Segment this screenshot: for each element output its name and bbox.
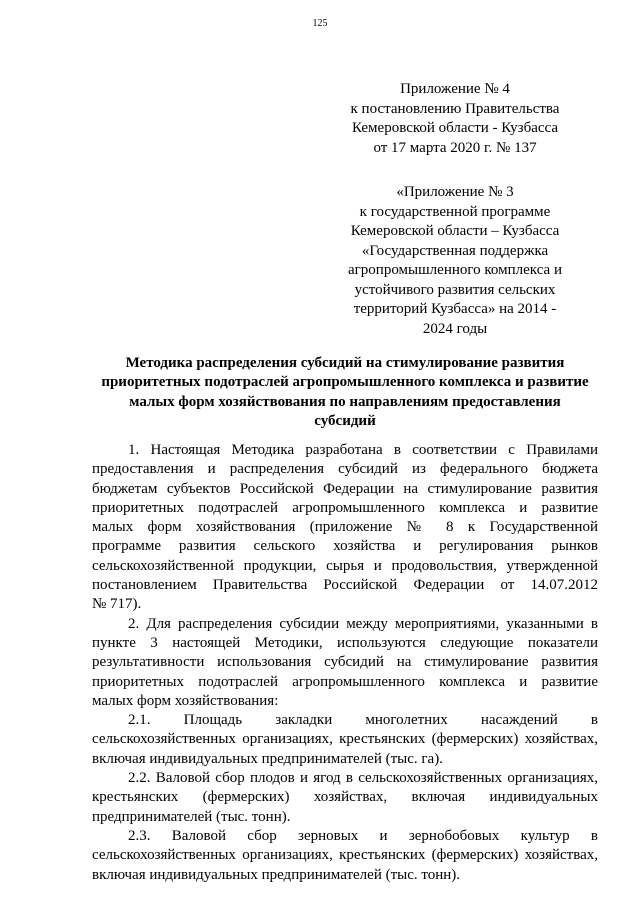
appendix-3-header <box>340 183 570 339</box>
paragraph-line: пункте 3 настоящей Методики, используются следующие показатели <box>92 634 598 651</box>
paragraph-2-2 <box>92 769 598 827</box>
paragraph-line: предпринимателей (тыс. тонн). <box>92 808 291 825</box>
paragraph-line: 1. Настоящая Методика разработана в соответствии с Правилами <box>128 442 598 458</box>
page-number: 125 <box>312 18 328 29</box>
paragraph-line: предоставления и распределения субсидий из федерального бюджета <box>92 461 598 478</box>
paragraph-line: постановлением Правительства Российской Федерации от 14.07.2012 <box>92 577 598 594</box>
title-line: субсидий <box>314 412 376 429</box>
title-line: малых форм хозяйствования по направлениям предоставления <box>129 393 561 410</box>
title-line: Методика распределения субсидий на стимулирование развития <box>125 355 565 371</box>
paragraph-line: приоритетных подотраслей агропромышленного комплекса и развитие <box>92 499 598 516</box>
paragraph-line: 2.2. Валовой сбор плодов и ягод в сельскохозяйственных организациях, <box>128 770 598 787</box>
paragraph-line: крестьянских (фермерских) хозяйствах, включая индивидуальных <box>92 789 598 806</box>
paragraph-line: 2.3. Валовой сбор зерновых и зернобобовых культур в <box>128 827 598 844</box>
appendix-3-line: агропромышленного комплекса и <box>348 262 562 278</box>
paragraph-line: приоритетных подотраслей агропромышленного комплекса и развитие <box>92 673 598 690</box>
paragraph-line: бюджетам субъектов Российской Федерации на стимулирование развития <box>92 480 598 497</box>
appendix-3-line: территорий Кузбасса» на 2014 - <box>353 301 557 317</box>
appendix-4-line: от 17 марта 2020 г. № 137 <box>373 139 537 156</box>
paragraph-line: малых форм хозяйствования: <box>92 692 279 709</box>
paragraph-line: № 717). <box>92 596 142 613</box>
document-title <box>92 354 598 431</box>
paragraph-1 <box>92 441 598 615</box>
paragraph-2 <box>92 615 598 711</box>
paragraph-line: сельскохозяйственных организациях, крестьянских (фермерских) хозяйствах, <box>92 731 598 748</box>
paragraph-line: 2. Для распределения субсидии между мероприятиями, указанными в <box>128 615 598 632</box>
appendix-3-line: Кемеровской области – Кузбасса <box>350 223 560 239</box>
appendix-4-header <box>340 80 570 158</box>
appendix-4-line: Приложение № 4 <box>400 81 510 97</box>
paragraph-line: включая индивидуальных предпринимателей (тыс. га). <box>92 750 443 767</box>
paragraph-line: сельскохозяйственной продукции, сырья и продовольствия, утвержденной <box>92 557 598 574</box>
paragraph-line: программе развития сельского хозяйства и регулирования рынков <box>92 538 598 555</box>
appendix-4-line: Кемеровской области - Кузбасса <box>351 120 559 136</box>
paragraph-2-3 <box>92 827 598 885</box>
appendix-3-line: 2024 годы <box>422 320 488 337</box>
appendix-4-line: к постановлению Правительства <box>350 100 560 117</box>
paragraph-line: результативности использования субсидий на стимулирование развития <box>92 654 598 671</box>
paragraph-line: включая индивидуальных предпринимателей (тыс. тонн). <box>92 866 461 883</box>
paragraph-line: сельскохозяйственных организациях, крестьянских (фермерских) хозяйствах, <box>92 847 598 864</box>
appendix-3-line: устойчивого развития сельских <box>354 281 556 298</box>
paragraph-2-1 <box>92 711 598 769</box>
appendix-3-line: «Приложение № 3 <box>396 184 514 200</box>
paragraph-line: малых форм хозяйствования (приложение № 8 к Государственной <box>92 519 598 536</box>
document-body <box>92 441 598 885</box>
appendix-3-line: «Государственная поддержка <box>361 242 549 259</box>
appendix-3-line: к государственной программе <box>359 203 551 220</box>
paragraph-line: 2.1. Площадь закладки многолетних насаждений в <box>128 712 598 729</box>
title-line: приоритетных подотраслей агропромышленного комплекса и развитие <box>101 374 589 391</box>
